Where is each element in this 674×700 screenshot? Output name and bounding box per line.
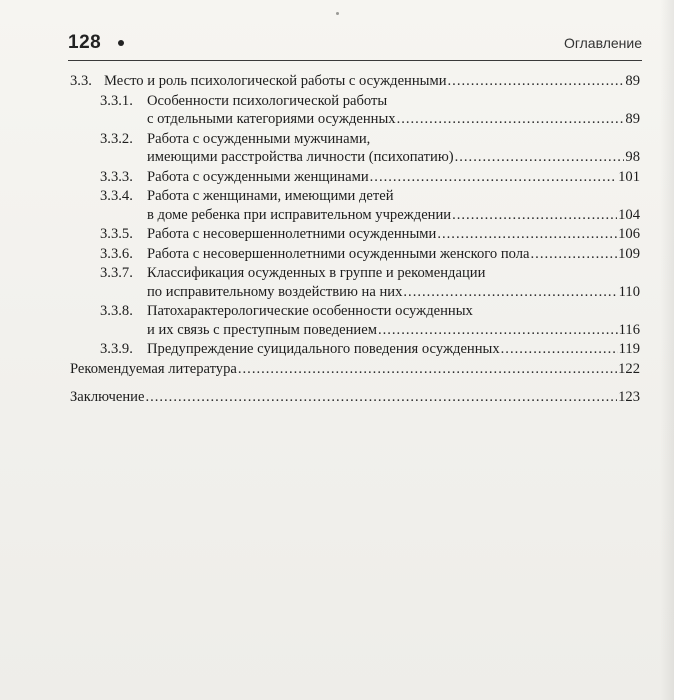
toc-entry-title: Предупреждение суицидального поведения осужденных xyxy=(147,341,500,357)
toc-entry-page-number: 89 xyxy=(625,73,640,89)
toc-entry xyxy=(70,360,640,379)
toc-entry-title-line: Работа с женщинами, имеющими детей xyxy=(147,188,394,204)
toc-entry-last-line xyxy=(147,321,640,340)
dot-leader xyxy=(145,388,617,407)
page-edge-shadow xyxy=(660,0,674,700)
toc-entry-title: Работа с осужденными женщинами xyxy=(147,168,369,185)
dot-leader xyxy=(437,225,617,244)
toc-entry-title: Работа с несовершеннолетними осужденными женского пола xyxy=(147,245,530,262)
dot-leader xyxy=(501,340,618,359)
toc-entry-body xyxy=(147,245,640,264)
running-title: Оглавление xyxy=(563,35,642,51)
toc-entry-number: 3.3. xyxy=(70,73,92,89)
toc-entry-number: 3.3.1. xyxy=(100,92,133,109)
toc-entry-page-number: 106 xyxy=(618,226,640,242)
dot-leader xyxy=(452,206,617,225)
toc-entry-body xyxy=(147,187,640,224)
dot-leader xyxy=(448,72,625,91)
toc-entry-last-line xyxy=(147,340,640,359)
page-header xyxy=(68,32,642,61)
toc-entry-number: 3.3.9. xyxy=(100,341,133,357)
toc-entry-last-line xyxy=(147,245,640,264)
dot-leader xyxy=(455,148,625,167)
toc-entry-title: Место и роль психологической работы с осужденными xyxy=(104,73,447,89)
dot-leader xyxy=(531,245,618,264)
table-of-contents xyxy=(70,70,640,407)
dot-leader xyxy=(378,321,618,340)
toc-entry-page-number: 98 xyxy=(625,149,640,165)
toc-entry xyxy=(70,130,640,167)
toc-entry-number: 3.3.3. xyxy=(100,168,133,185)
toc-entry-title: имеющими расстройства личности (психопатию) xyxy=(147,149,454,165)
toc-entry-body xyxy=(147,302,640,339)
dot-leader xyxy=(370,168,617,187)
toc-entry-number: 3.3.7. xyxy=(100,265,133,281)
toc-entry-body xyxy=(104,72,640,91)
toc-entry-body xyxy=(147,130,640,167)
toc-entry-title: Заключение xyxy=(70,389,145,405)
toc-entry xyxy=(70,72,640,91)
toc-entry-page-number: 123 xyxy=(618,389,640,405)
toc-entry xyxy=(70,264,640,301)
toc-entry-title-line: Классификация осужденных в группе и рекомендации xyxy=(147,265,486,281)
toc-entry-body xyxy=(147,340,640,359)
header-bullet-icon xyxy=(118,40,124,46)
toc-entry-title-line: Особенности психологической работы xyxy=(147,92,388,109)
toc-entry-page-number: 104 xyxy=(618,206,640,223)
toc-entry-last-line xyxy=(147,168,640,187)
toc-entry-page-number: 119 xyxy=(618,341,640,357)
toc-entry-last-line xyxy=(70,360,640,379)
page-top-mark xyxy=(336,12,339,15)
dot-leader xyxy=(238,360,617,379)
toc-entry-last-line xyxy=(147,283,640,302)
toc-entry-title: Работа с несовершеннолетними осужденными xyxy=(147,226,437,242)
toc-entry xyxy=(70,302,640,339)
toc-entry xyxy=(70,245,640,264)
toc-entry-title: по исправительному воздействию на них xyxy=(147,283,403,300)
toc-entry xyxy=(70,187,640,224)
toc-entry-page-number: 109 xyxy=(618,245,640,262)
dot-leader xyxy=(397,110,625,129)
toc-entry xyxy=(70,168,640,187)
toc-entry-page-number: 101 xyxy=(618,168,640,185)
toc-entry xyxy=(70,340,640,359)
toc-entry-page-number: 110 xyxy=(618,283,640,300)
toc-entry-body xyxy=(147,92,640,129)
toc-entry-body xyxy=(147,264,640,301)
toc-entry-body xyxy=(70,360,640,379)
toc-entry-last-line xyxy=(147,206,640,225)
page-number: 128 xyxy=(68,32,102,53)
toc-entry-title: и их связь с преступным поведением xyxy=(147,321,377,338)
toc-entry xyxy=(70,388,640,407)
toc-entry-last-line xyxy=(147,148,640,167)
toc-entry-last-line xyxy=(70,388,640,407)
toc-entry-last-line xyxy=(104,72,640,91)
toc-entry-number: 3.3.8. xyxy=(100,303,133,319)
toc-entry-page-number: 116 xyxy=(618,321,640,338)
toc-entry-body xyxy=(70,388,640,407)
toc-entry-last-line xyxy=(147,225,640,244)
toc-entry-page-number: 89 xyxy=(625,111,640,127)
toc-entry-page-number: 122 xyxy=(618,360,640,377)
toc-entry-number: 3.3.4. xyxy=(100,188,133,204)
toc-entry-body xyxy=(147,225,640,244)
toc-entry-last-line xyxy=(147,110,640,129)
toc-entry-title-line: Работа с осужденными мужчинами, xyxy=(147,130,371,147)
toc-entry xyxy=(70,225,640,244)
toc-entry-body xyxy=(147,168,640,187)
toc-entry-number: 3.3.2. xyxy=(100,130,133,147)
dot-leader xyxy=(403,283,617,302)
toc-entry xyxy=(70,92,640,129)
toc-entry-title: с отдельными категориями осужденных xyxy=(147,111,396,127)
toc-entry-number: 3.3.6. xyxy=(100,245,133,262)
toc-entry-title: в доме ребенка при исправительном учреждении xyxy=(147,206,452,223)
toc-entry-number: 3.3.5. xyxy=(100,226,133,242)
toc-entry-title: Рекомендуемая литература xyxy=(70,360,237,377)
toc-entry-title-line: Патохарактерологические особенности осужденных xyxy=(147,303,473,319)
